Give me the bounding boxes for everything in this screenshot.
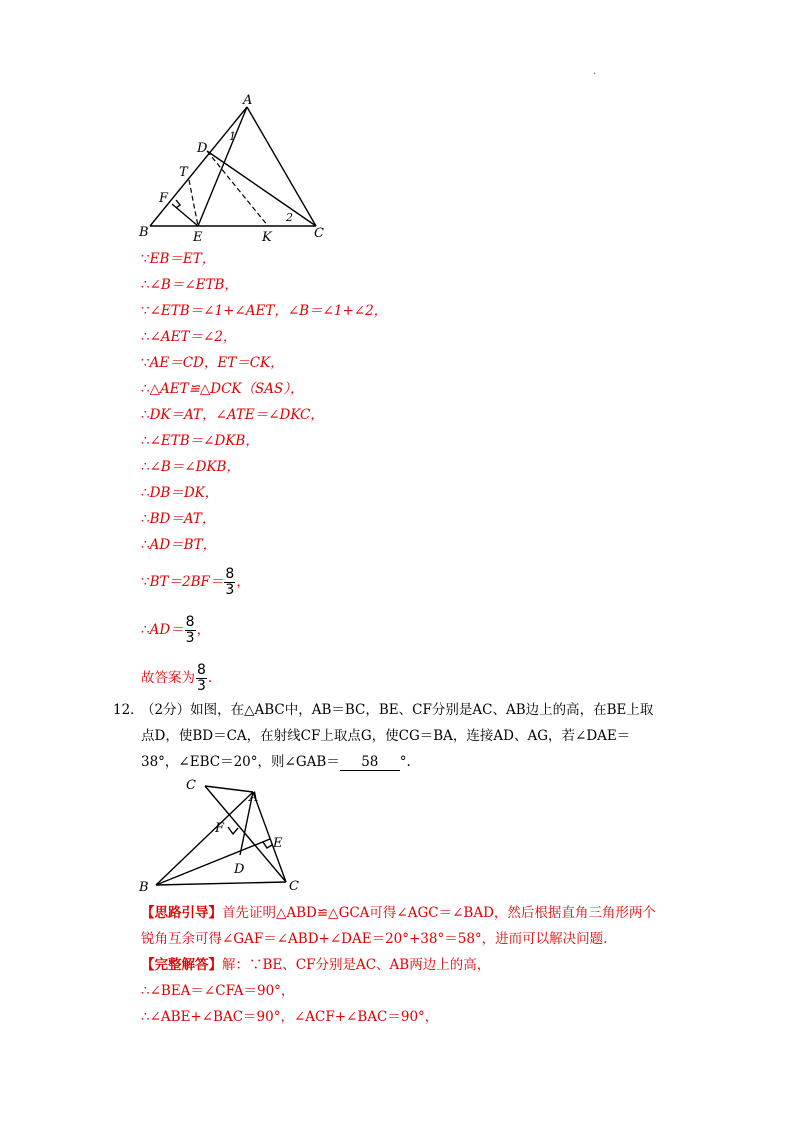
label-angle-2: 2 (286, 211, 293, 224)
top-mark: . (593, 66, 597, 77)
solution-line: ∴∠B＝∠ETB， (141, 277, 238, 293)
solution-line: ∴△AET≌△DCK（SAS）， (141, 381, 304, 397)
solution-line: ∵AE＝CD，ET＝CK， (141, 355, 284, 371)
label-a: A (243, 93, 253, 108)
question-line: （2分）如图，在△ABC中，AB＝BC，BE、CF分别是AC、AB边上的高，在BE上取 (141, 702, 654, 718)
question-12 (113, 697, 681, 775)
answer-line: 故答案为 $\frac{8}{3}$ . (141, 662, 213, 694)
label-c: C (289, 879, 299, 894)
label-angle-1: 1 (229, 130, 236, 143)
label-e: E (273, 836, 283, 851)
solution-line: ∴∠AET＝∠2， (141, 329, 237, 345)
question-number: 12． (113, 702, 144, 718)
full-solution-tag: 【完整解答】 (141, 957, 222, 973)
label-c: C (314, 226, 324, 241)
label-b: B (139, 225, 149, 240)
solution-line: ∴∠B＝∠DKB， (141, 459, 240, 475)
solution-line-fraction: ∵BT＝2BF＝ $\frac{8}{3}$ ， (141, 566, 250, 598)
label-f: F (159, 191, 169, 206)
label-d: D (234, 862, 245, 877)
hint-tag: 【思路引导】 (141, 905, 222, 921)
solution-line: ∴DB＝DK， (141, 485, 219, 501)
label-k: K (262, 230, 272, 245)
question-line: 38°，∠EBC＝20°，则∠GAB＝ 58 °. (141, 754, 411, 770)
solution-line: ∵∠ETB＝∠1+∠AET，∠B＝∠1+∠2， (141, 303, 388, 319)
solution-line-fraction: ∴AD＝ $\frac{8}{3}$ ， (141, 614, 211, 646)
figure-triangle-abc-2 (0, 775, 800, 895)
fraction: $\frac{8}{3}$ (225, 566, 235, 598)
figure-triangle-abc-1 (0, 0, 800, 250)
solution-line: ∴DK＝AT，∠ATE＝∠DKC， (141, 407, 324, 423)
solution-hint: 【思路引导】首先证明△ABD≌△GCA可得∠AGC＝∠BAD，然后根据直角三角形两个 锐角互余可得∠GAF＝∠ABD+∠DAE＝20°+38°＝58°，进而可以解决问题. (141, 905, 656, 947)
label-g: C (186, 778, 196, 793)
label-b: B (139, 880, 149, 895)
fraction: $\frac{8}{3}$ (185, 614, 195, 646)
question-line: 点D，使BD＝CA，在射线CF上取点G，使CG＝BA，连接AD、AG，若∠DAE＝ (141, 728, 631, 744)
solution-line: ∴AD＝BT， (141, 537, 217, 553)
solution-line: ∴BD＝AT， (141, 511, 216, 527)
fraction: $\frac{8}{3}$ (197, 662, 206, 694)
full-solution: 【完整解答】解：∵BE、CF分别是AC、AB两边上的高， ∴∠BEA＝∠CFA＝90°， ∴∠ABE+∠BAC＝90°，∠ACF+∠BAC＝90°， (141, 957, 491, 1025)
solution-line: ∴∠ETB＝∠DKB， (141, 433, 259, 449)
solution-line: ∵EB＝ET， (141, 251, 216, 267)
label-e: E (193, 230, 203, 245)
label-a: A (249, 790, 259, 805)
label-d: D (197, 141, 208, 156)
answer-blank: 58 (340, 754, 400, 771)
label-f: F (215, 821, 225, 836)
label-t: T (179, 165, 188, 180)
